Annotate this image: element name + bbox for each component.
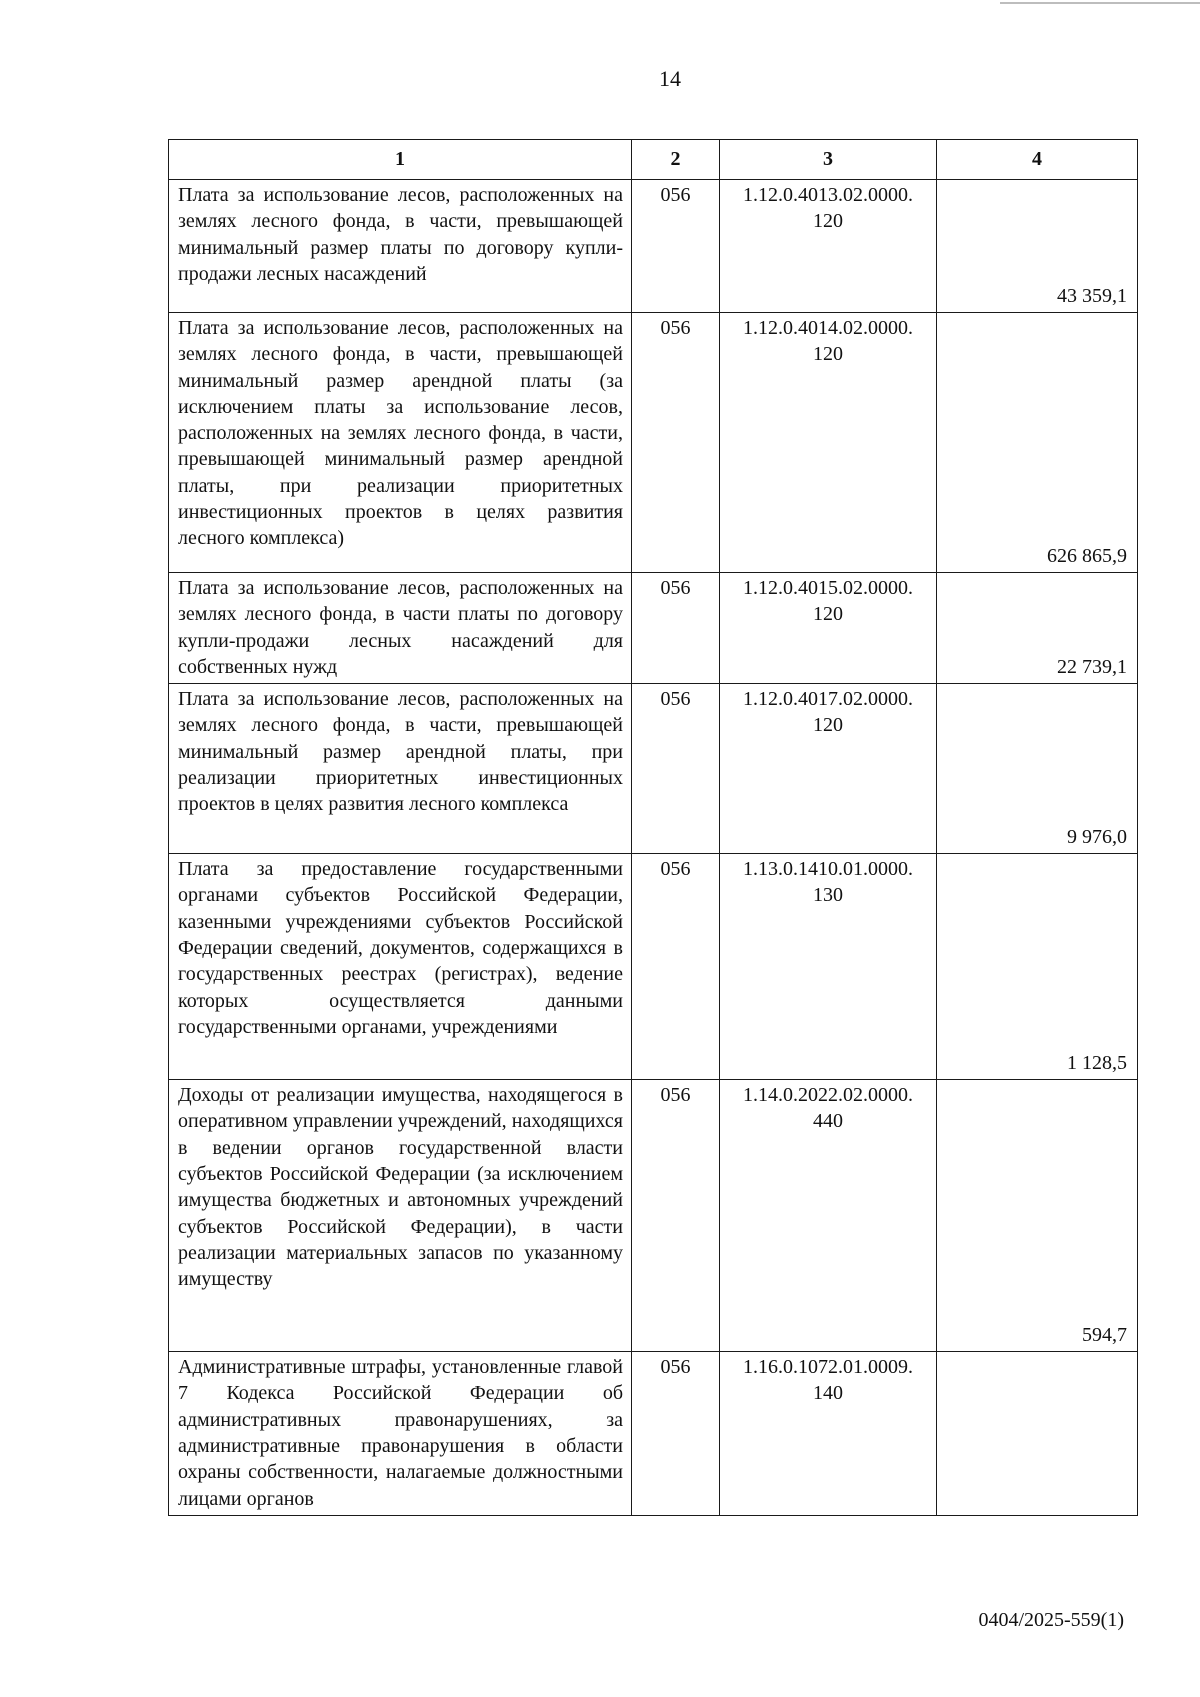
table-header [169, 140, 1138, 180]
row-budget-code: 1.12.0.4014.02.0000. 120 [720, 313, 937, 573]
row-admin-code: 056 [632, 1352, 720, 1516]
row-budget-code: 1.16.0.1072.01.0009. 140 [720, 1352, 937, 1516]
table-row [169, 854, 1138, 1080]
table-body [169, 180, 1138, 1516]
page-number: 14 [659, 66, 681, 91]
row-amount: 43 359,1 [937, 180, 1138, 313]
row-amount: 22 739,1 [937, 573, 1138, 684]
row-admin-code: 056 [632, 573, 720, 684]
row-description: Доходы от реализации имущества, находящегося в оперативном управлении учреждений, находящихся в ведении органов государственной власти субъектов Российской Федерации (за исключением имущества бюджетных и автономных учреждений субъектов Российской Федерации), в части реализации материальных запасов по указанному имуществу [169, 1080, 632, 1352]
table-row [169, 1080, 1138, 1352]
row-budget-code: 1.12.0.4013.02.0000. 120 [720, 180, 937, 313]
row-admin-code: 056 [632, 1080, 720, 1352]
document-registration-code: 0404/2025-559(1) [978, 1609, 1124, 1631]
row-description: Плата за использование лесов, расположенных на землях лесного фонда, в части, превышающей минимальный размер платы по договору купли-продажи лесных насаждений [169, 180, 632, 313]
table-row [169, 684, 1138, 854]
row-amount: 594,7 [937, 1080, 1138, 1352]
row-admin-code: 056 [632, 313, 720, 573]
row-amount: 1 128,5 [937, 854, 1138, 1080]
row-amount: 9 976,0 [937, 684, 1138, 854]
revenue-table [168, 139, 1138, 1516]
table-row [169, 180, 1138, 313]
row-description: Плата за предоставление государственными органами субъектов Российской Федерации, казенными учреждениями субъектов Российской Федерации сведений, документов, содержащихся в государственных реестрах (регистрах), ведение которых осуществляется данными государственными органами, учреждениями [169, 854, 632, 1080]
column-header-3: 3 [720, 140, 937, 180]
row-amount [937, 1352, 1138, 1516]
row-description: Административные штрафы, установленные главой 7 Кодекса Российской Федерации об административных правонарушениях, за административные правонарушения в области охраны собственности, налагаемые должностными лицами органов [169, 1352, 632, 1516]
column-header-2: 2 [632, 140, 720, 180]
column-header-4: 4 [937, 140, 1138, 180]
row-admin-code: 056 [632, 180, 720, 313]
column-header-1: 1 [169, 140, 632, 180]
top-edge-line [1000, 2, 1200, 4]
revenue-table-container [168, 139, 1137, 1516]
header-row [169, 140, 1138, 180]
table-row [169, 573, 1138, 684]
row-admin-code: 056 [632, 684, 720, 854]
row-description: Плата за использование лесов, расположенных на землях лесного фонда, в части, превышающей минимальный размер арендной платы, при реализации приоритетных инвестиционных проектов в целях развития лесного комплекса [169, 684, 632, 854]
row-description: Плата за использование лесов, расположенных на землях лесного фонда, в части платы по договору купли-продажи лесных насаждений для собственных нужд [169, 573, 632, 684]
row-admin-code: 056 [632, 854, 720, 1080]
row-budget-code: 1.14.0.2022.02.0000. 440 [720, 1080, 937, 1352]
row-budget-code: 1.12.0.4015.02.0000. 120 [720, 573, 937, 684]
table-row [169, 1352, 1138, 1516]
row-budget-code: 1.12.0.4017.02.0000. 120 [720, 684, 937, 854]
table-row [169, 313, 1138, 573]
row-description: Плата за использование лесов, расположенных на землях лесного фонда, в части, превышающей минимальный размер арендной платы (за исключением платы за использование лесов, расположенных на землях лесного фонда, в части, превышающей минимальный размер арендной платы, при реализации приоритетных инвестиционных проектов в целях развития лесного комплекса) [169, 313, 632, 573]
row-amount: 626 865,9 [937, 313, 1138, 573]
row-budget-code: 1.13.0.1410.01.0000. 130 [720, 854, 937, 1080]
